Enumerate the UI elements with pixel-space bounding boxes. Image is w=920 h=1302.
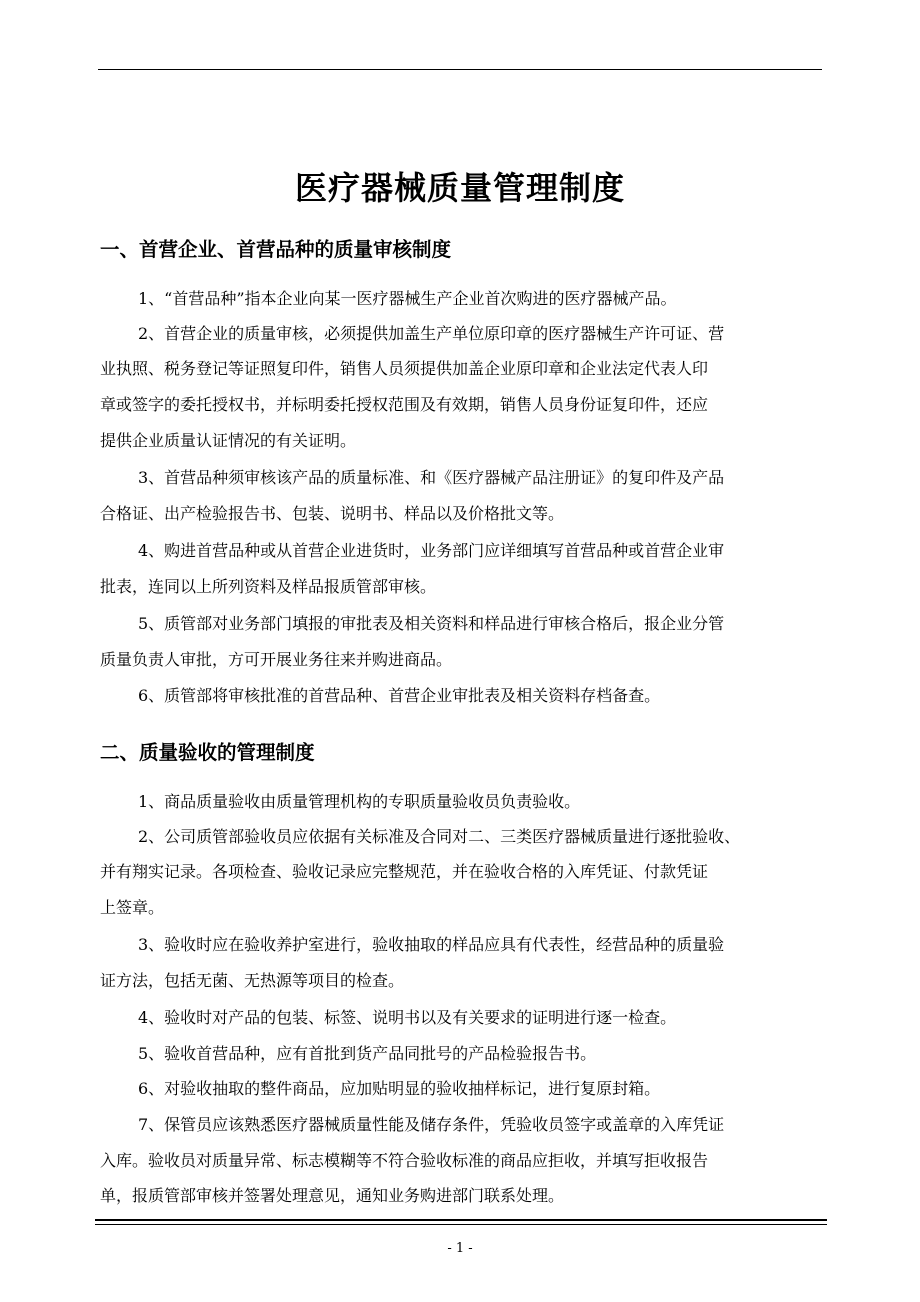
paragraph-line: 7、保管员应该熟悉医疗器械质量性能及储存条件，凭验收员签字或盖章的入库凭证 [138,1115,725,1134]
paragraph-line: 5、质管部对业务部门填报的审批表及相关资料和样品进行审核合格后，报企业分管 [138,614,725,633]
footer-rule-thin [95,1224,827,1225]
paragraph-line: 6、质管部将审核批准的首营品种、首营企业审批表及相关资料存档备查。 [138,686,661,705]
document-title: 医疗器械质量管理制度 [294,169,625,207]
paragraph-line: 2、公司质管部验收员应依据有关标准及合同对二、三类医疗器械质量进行逐批验收、 [138,827,741,846]
paragraph-line: 单，报质管部审核并签署处理意见，通知业务购进部门联系处理。 [100,1186,565,1205]
paragraph-line: 业执照、税务登记等证照复印件，销售人员须提供加盖企业原印章和企业法定代表人印 [100,359,709,378]
paragraph-line: 2、首营企业的质量审核，必须提供加盖生产单位原印章的医疗器械生产许可证、营 [138,324,725,343]
paragraph-line: 3、首营品种须审核该产品的质量标准、和《医疗器械产品注册证》的复印件及产品 [138,468,725,487]
paragraph-line: 提供企业质量认证情况的有关证明。 [100,431,357,450]
paragraph-line: 批表，连同以上所列资料及样品报质管部审核。 [100,577,437,596]
paragraph-line: 证方法，包括无菌、无热源等项目的检查。 [100,971,405,990]
paragraph-line: 上签章。 [100,898,165,917]
section-heading-first-supplier-review: 一、首营企业、首营品种的质量审核制度 [100,238,452,261]
paragraph-line: 4、验收时对产品的包装、标签、说明书以及有关要求的证明进行逐一检查。 [138,1008,677,1027]
paragraph-line: 3、验收时应在验收养护室进行，验收抽取的样品应具有代表性，经营品种的质量验 [138,935,725,954]
header-rule [98,69,822,70]
paragraph-line: 入库。验收员对质量异常、标志模糊等不符合验收标准的商品应拒收，并填写拒收报告 [100,1151,709,1170]
paragraph-line: 章或签字的委托授权书，并标明委托授权范围及有效期，销售人员身份证复印件，还应 [100,395,709,414]
paragraph-line: 质量负责人审批，方可开展业务往来并购进商品。 [100,650,453,669]
paragraph-line: 4、购进首营品种或从首营企业进货时，业务部门应详细填写首营品种或首营企业审 [138,541,725,560]
paragraph-line: 1、商品质量验收由质量管理机构的专职质量验收员负责验收。 [138,792,581,811]
page-number: - 1 - [447,1241,473,1256]
paragraph-line: 1、“首营品种”指本企业向某一医疗器械生产企业首次购进的医疗器械产品。 [138,289,677,308]
paragraph-line: 并有翔实记录。各项检查、验收记录应完整规范，并在验收合格的入库凭证、付款凭证 [100,862,709,881]
paragraph-line: 5、验收首营品种，应有首批到货产品同批号的产品检验报告书。 [138,1044,597,1063]
paragraph-line: 6、对验收抽取的整件商品，应加贴明显的验收抽样标记，进行复原封箱。 [138,1079,661,1098]
paragraph-line: 合格证、出产检验报告书、包装、说明书、样品以及价格批文等。 [100,504,565,523]
footer-rule-thick [95,1219,827,1221]
section-heading-quality-acceptance: 二、质量验收的管理制度 [100,741,315,764]
